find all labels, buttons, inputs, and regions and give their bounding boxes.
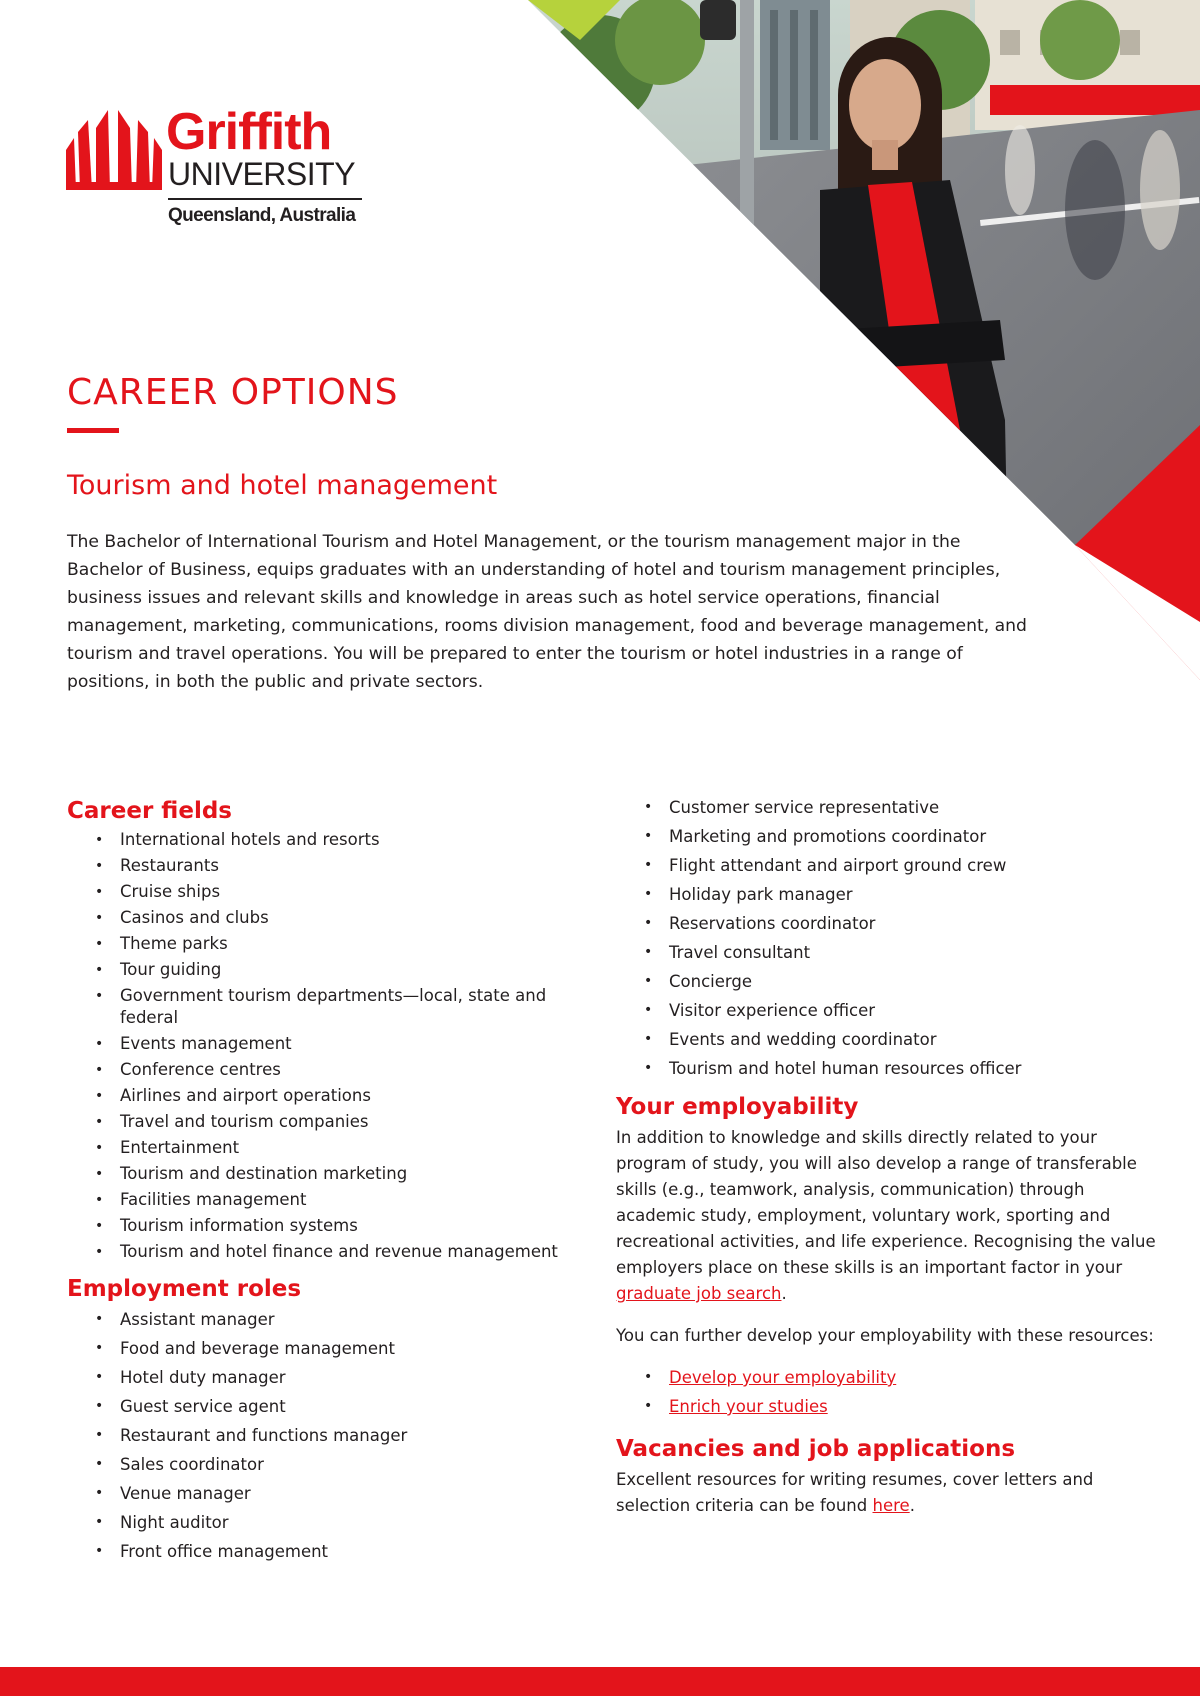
vacancies-text-end: . xyxy=(909,1496,915,1515)
employability-text: In addition to knowledge and skills directly related to your program of study, you will also develop a range of transferable skills (e.g., teamwork, analysis, communication) through academic study, employment, voluntary work, sporting and recreational activities, and life experience. Recognising the value employers place on these skills is an important factor in your xyxy=(616,1128,1156,1277)
career-fields-list xyxy=(67,829,567,1263)
vacancies-here-link[interactable]: here xyxy=(872,1496,910,1515)
list-item: • Travel and tourism companies xyxy=(67,1111,567,1133)
list-item xyxy=(616,1365,1161,1390)
employment-roles-list xyxy=(67,1307,567,1564)
list-item: • Holiday park manager xyxy=(616,882,1161,907)
vacancies-text: Excellent resources for writing resumes, cover letters and selection criteria can be found xyxy=(616,1470,1094,1515)
list-item: • Restaurant and functions manager xyxy=(67,1423,567,1448)
graduate-job-search-link[interactable]: graduate job search xyxy=(616,1284,782,1303)
list-item: • Entertainment xyxy=(67,1137,567,1159)
vacancies-heading: Vacancies and job applications xyxy=(616,1436,1016,1462)
intro-paragraph: The Bachelor of International Tourism and Hotel Management, or the tourism management major in the Bachelor of Business, equips graduates with an understanding of hotel and tourism management principles, business issues and relevant skills and knowledge in areas such as hotel service operations, financial management, marketing, communications, rooms division management, food and beverage management, and tourism and travel operations. You will be prepared to enter the tourism or hotel industries in a range of positions, in both the public and private sectors. xyxy=(67,532,1027,692)
list-item: • Tourism and hotel human resources officer xyxy=(616,1056,1161,1081)
griffith-logo xyxy=(66,103,366,228)
logo-location: Queensland, Australia xyxy=(168,205,356,226)
list-item: • Customer service representative xyxy=(616,795,1161,820)
employability-text-end: . xyxy=(781,1284,787,1303)
list-item: • Flight attendant and airport ground crew xyxy=(616,853,1161,878)
list-item: • Theme parks xyxy=(67,933,567,955)
list-item: • International hotels and resorts xyxy=(67,829,567,851)
list-item xyxy=(616,1394,1161,1419)
list-item: • Night auditor xyxy=(67,1510,567,1535)
list-item: • Facilities management xyxy=(67,1189,567,1211)
list-item: • Events management xyxy=(67,1033,567,1055)
list-item: • Concierge xyxy=(616,969,1161,994)
develop-employability-link[interactable]: Develop your employability xyxy=(669,1368,897,1387)
page-subtitle: Tourism and hotel management xyxy=(67,470,498,501)
logo-divider xyxy=(168,198,362,200)
list-item: • Assistant manager xyxy=(67,1307,567,1332)
list-item: • Tourism and destination marketing xyxy=(67,1163,567,1185)
list-item: • Guest service agent xyxy=(67,1394,567,1419)
employability-paragraph xyxy=(616,1125,1161,1307)
list-item: • Reservations coordinator xyxy=(616,911,1161,936)
list-item: • Government tourism departments—local, state and federal xyxy=(67,985,567,1029)
left-column xyxy=(67,795,567,1568)
employability-heading: Your employability xyxy=(616,1094,859,1120)
list-item: • Cruise ships xyxy=(67,881,567,903)
title-underline xyxy=(67,428,119,433)
career-fields-heading: Career fields xyxy=(67,798,232,824)
list-item: • Restaurants xyxy=(67,855,567,877)
list-item: • Tour guiding xyxy=(67,959,567,981)
logo-name-line2: UNIVERSITY xyxy=(168,156,356,192)
vacancies-paragraph xyxy=(616,1467,1161,1519)
right-column xyxy=(616,795,1161,1519)
list-item: • Sales coordinator xyxy=(67,1452,567,1477)
list-item: • Food and beverage management xyxy=(67,1336,567,1361)
enrich-studies-link[interactable]: Enrich your studies xyxy=(669,1397,828,1416)
list-item: • Venue manager xyxy=(67,1481,567,1506)
resources-list xyxy=(616,1365,1161,1419)
list-item: • Visitor experience officer xyxy=(616,998,1161,1023)
list-item: • Marketing and promotions coordinator xyxy=(616,824,1161,849)
list-item: • Events and wedding coordinator xyxy=(616,1027,1161,1052)
list-item: • Airlines and airport operations xyxy=(67,1085,567,1107)
list-item: • Hotel duty manager xyxy=(67,1365,567,1390)
list-item: • Conference centres xyxy=(67,1059,567,1081)
resources-intro: You can further develop your employability with these resources: xyxy=(616,1326,1154,1345)
logo-emblem-icon xyxy=(66,110,162,190)
list-item: • Front office management xyxy=(67,1539,567,1564)
employment-roles-list-continued xyxy=(616,795,1161,1081)
footer-bar xyxy=(0,1667,1200,1696)
employment-roles-heading: Employment roles xyxy=(67,1276,302,1302)
list-item: • Casinos and clubs xyxy=(67,907,567,929)
logo-name-line1: Griffith xyxy=(166,103,332,161)
list-item: • Tourism information systems xyxy=(67,1215,567,1237)
list-item: • Travel consultant xyxy=(616,940,1161,965)
list-item: • Tourism and hotel finance and revenue management xyxy=(67,1241,567,1263)
page-title: CAREER OPTIONS xyxy=(67,372,399,413)
